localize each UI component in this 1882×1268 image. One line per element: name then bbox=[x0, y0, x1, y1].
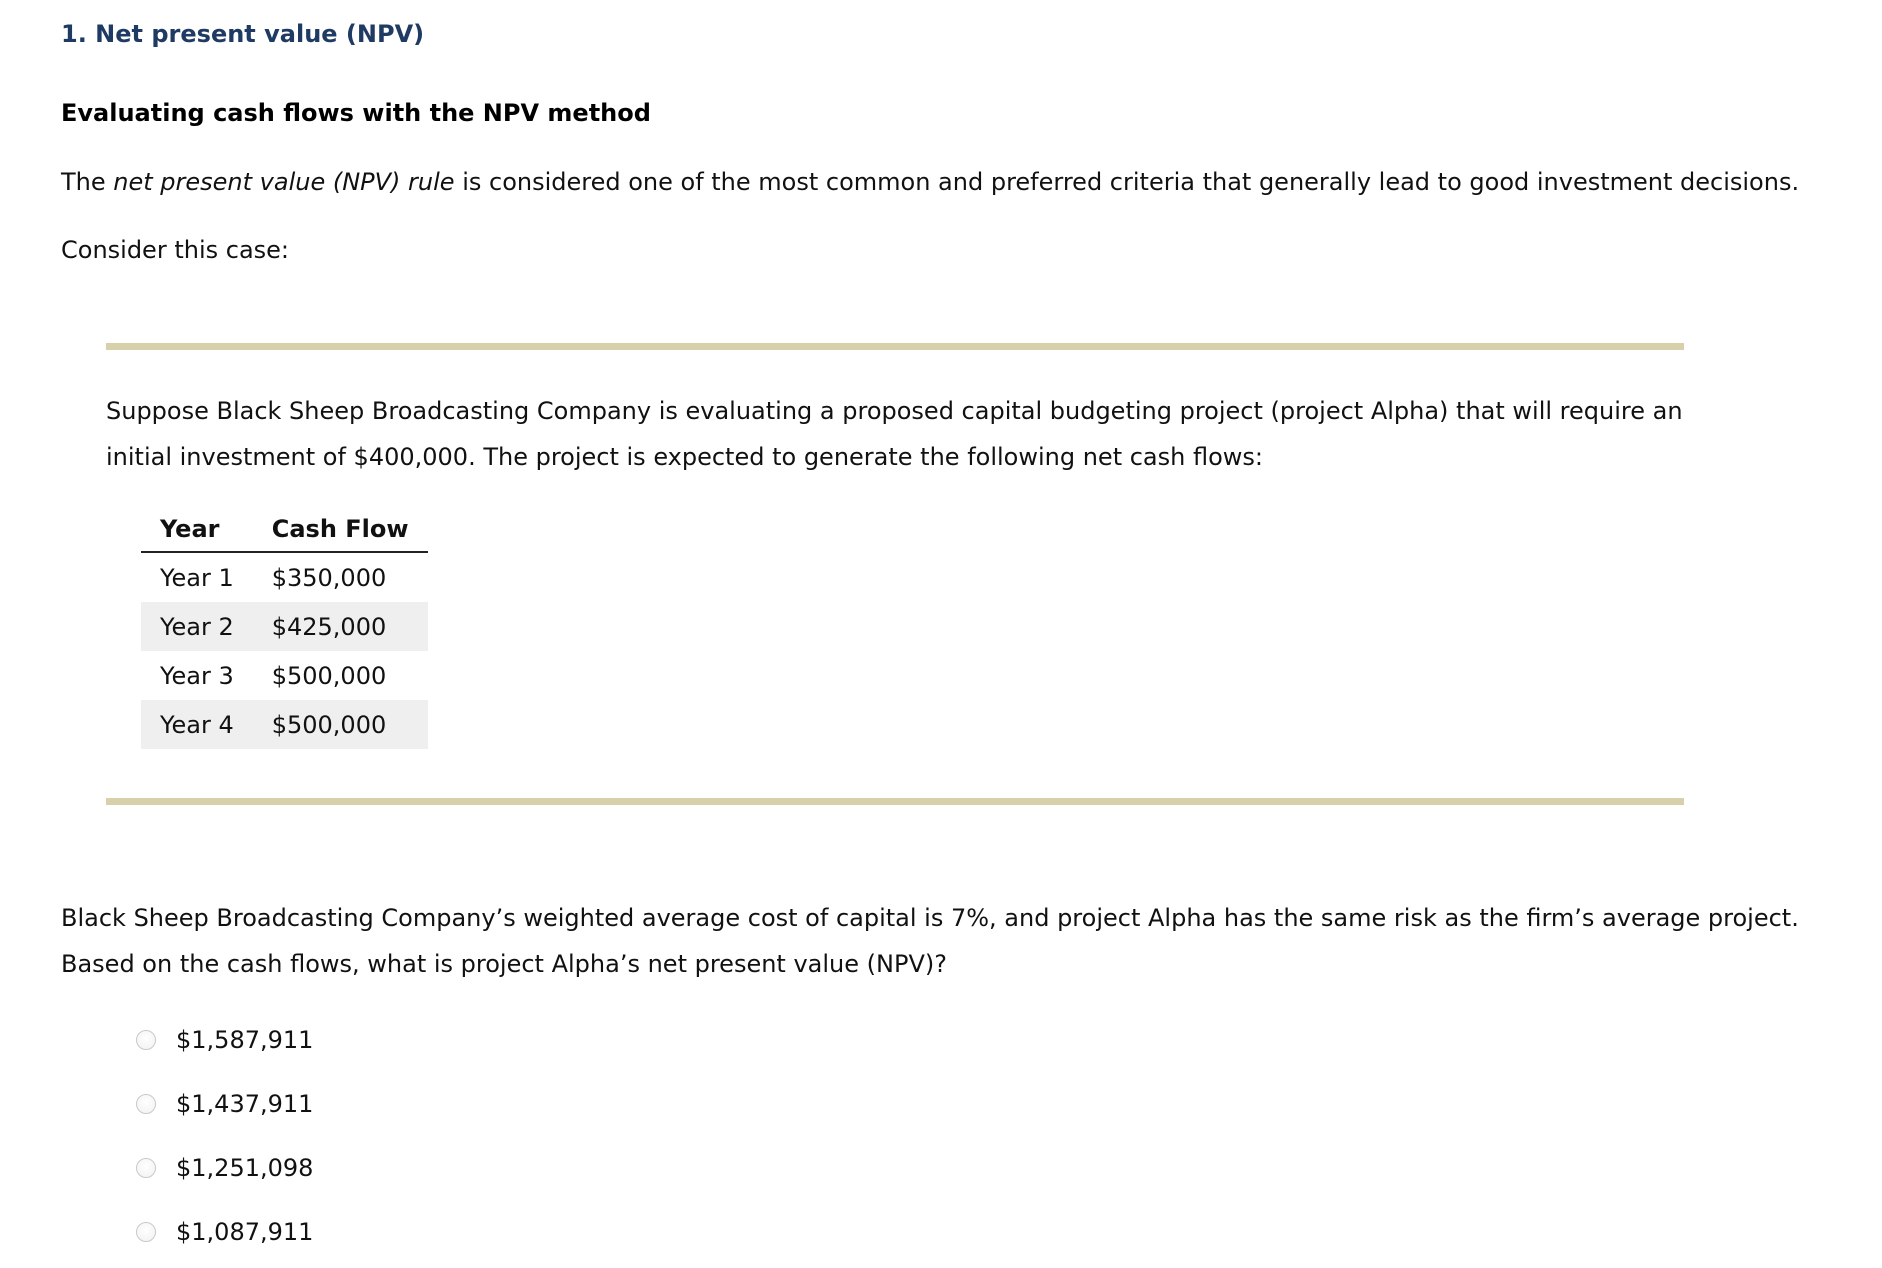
case-top-divider bbox=[106, 343, 1684, 350]
table-cell-cash-flow: $425,000 bbox=[253, 602, 428, 651]
option-label: $1,087,911 bbox=[176, 1218, 314, 1246]
table-header-year: Year bbox=[141, 506, 253, 552]
table-header-row bbox=[141, 506, 428, 552]
radio-button[interactable] bbox=[136, 1158, 156, 1178]
table-cell-year: Year 3 bbox=[160, 661, 234, 690]
radio-button[interactable] bbox=[136, 1094, 156, 1114]
answer-option-2[interactable] bbox=[136, 1087, 336, 1121]
table-cell-year: Year 2 bbox=[141, 602, 253, 651]
table-cell-cash-flow: $500,000 bbox=[271, 661, 387, 690]
section-heading: Evaluating cash flows with the NPV method bbox=[61, 99, 651, 127]
table-row bbox=[141, 552, 428, 602]
intro-prefix: The bbox=[61, 168, 114, 196]
case-box bbox=[106, 343, 1684, 805]
consider-label: Consider this case: bbox=[61, 236, 289, 264]
answer-option-4[interactable] bbox=[136, 1215, 336, 1249]
table-cell-year: Year 4 bbox=[141, 700, 253, 749]
table-header-cash-flow: Cash Flow bbox=[253, 506, 428, 552]
case-bottom-divider bbox=[106, 798, 1684, 805]
intro-suffix: is considered one of the most common and preferred criteria that generally lead to good investment decisions. bbox=[454, 168, 1800, 196]
cash-flow-table bbox=[141, 506, 428, 749]
radio-button[interactable] bbox=[136, 1222, 156, 1242]
option-label: $1,437,911 bbox=[176, 1090, 314, 1118]
npv-rule-emphasis: net present value (NPV) rule bbox=[113, 168, 455, 196]
answer-option-1[interactable] bbox=[136, 1023, 336, 1057]
intro-paragraph bbox=[61, 168, 1799, 196]
question-prompt: Black Sheep Broadcasting Company’s weighted average cost of capital is 7%, and project Alpha has the same risk as the firm’s average project. Based on the cash flows, what is project Alpha’s net present value (NPV)? bbox=[61, 904, 1799, 978]
table-row bbox=[141, 651, 428, 700]
radio-button[interactable] bbox=[136, 1030, 156, 1050]
option-label: $1,251,098 bbox=[176, 1154, 314, 1182]
option-label: $1,587,911 bbox=[176, 1026, 314, 1054]
table-cell-cash-flow: $350,000 bbox=[271, 563, 387, 592]
table-cell-year: Year 1 bbox=[160, 563, 234, 592]
answer-option-3[interactable] bbox=[136, 1151, 336, 1185]
table-cell-cash-flow: $500,000 bbox=[253, 700, 428, 749]
table-row bbox=[141, 700, 428, 749]
case-text: Suppose Black Sheep Broadcasting Company is evaluating a proposed capital budgeting project (project Alpha) that will require an initial investment of $400,000. The project is expected to generate the following net cash flows: bbox=[106, 397, 1683, 471]
table-row bbox=[141, 602, 428, 651]
question-title: 1. Net present value (NPV) bbox=[61, 20, 425, 48]
